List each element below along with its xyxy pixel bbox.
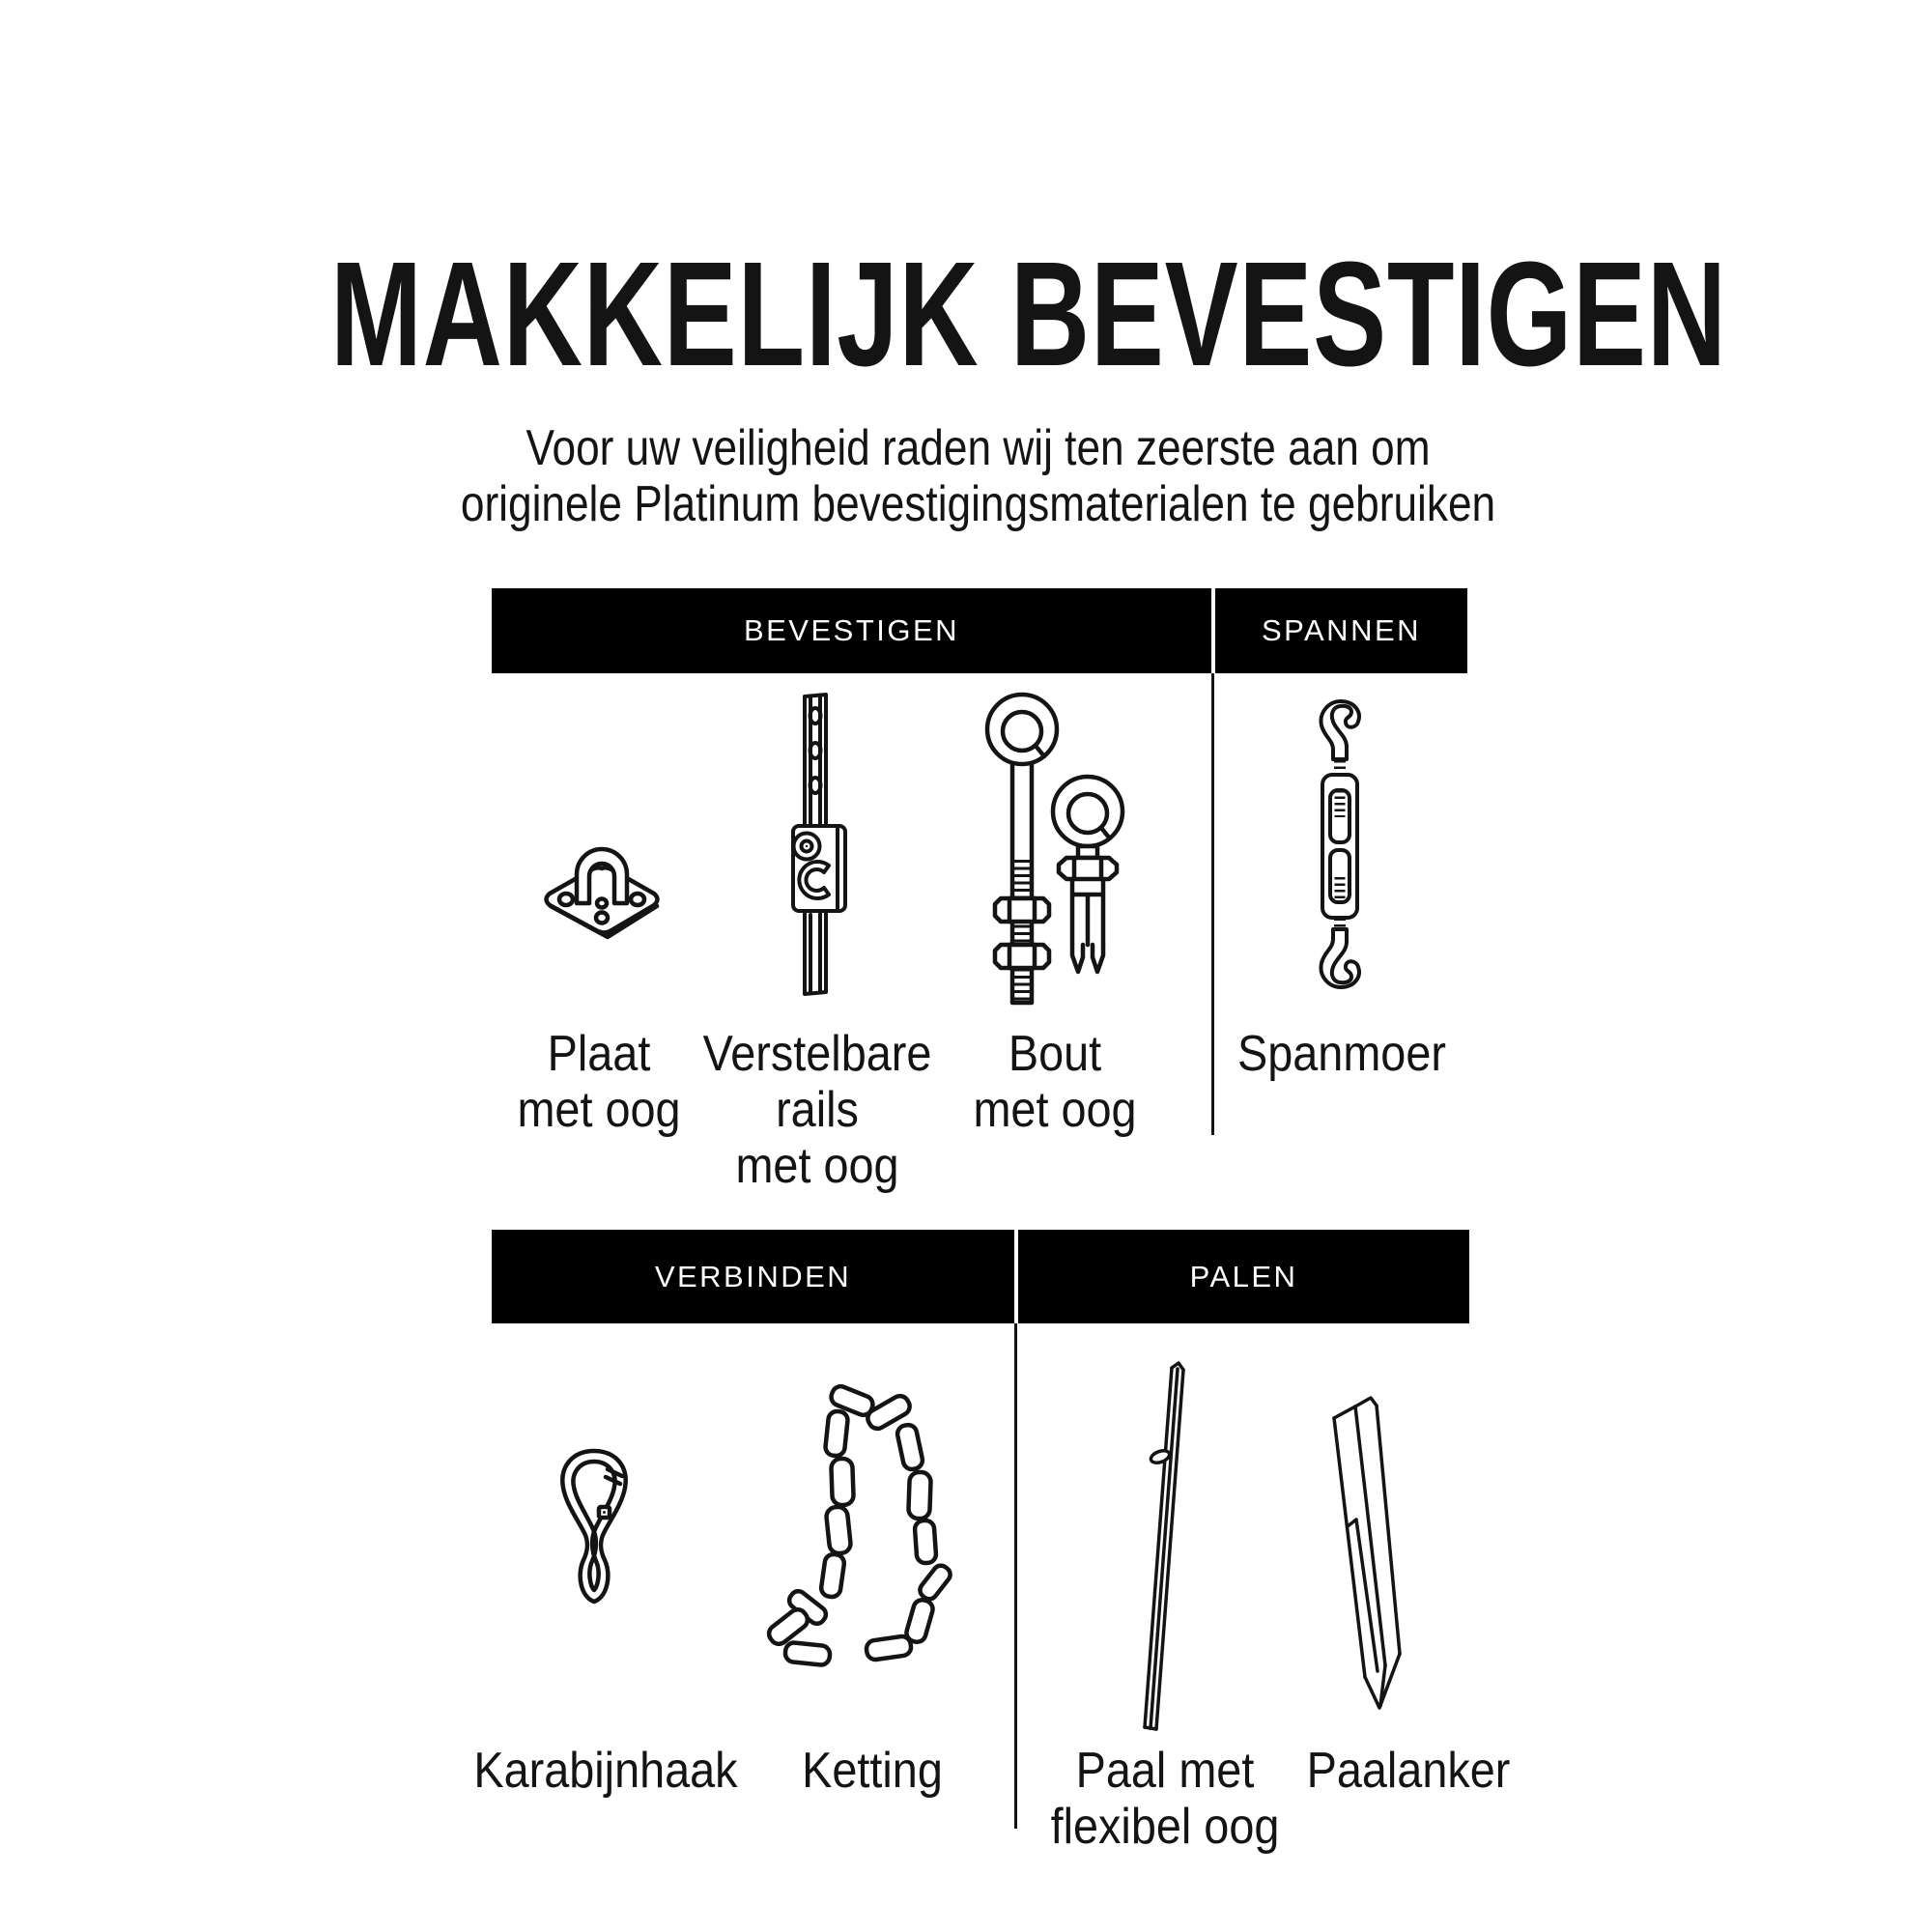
page-title: MAKKELIJK BEVESTIGEN <box>329 231 1727 398</box>
label-paal-met-flexibel-oog: Paal met flexibel oog <box>1050 1743 1280 1855</box>
label-verstelbare-rails-met-oog: Verstelbare rails met oog <box>702 1026 932 1194</box>
subtitle <box>167 420 1789 532</box>
section-header-verbinden-label: VERBINDEN <box>654 1259 852 1293</box>
carabiner-icon <box>551 1445 638 1614</box>
pole-icon <box>1136 1360 1194 1737</box>
subtitle-line-1: Voor uw veiligheid raden wij ten zeerste aan om <box>526 420 1431 476</box>
section-header-palen <box>1018 1230 1469 1323</box>
subtitle-line-2: originele Platinum bevestigingsmaterialen te gebruiken <box>460 476 1496 532</box>
label-bout-met-oog: Bout met oog <box>973 1026 1137 1138</box>
label-spanmoer: Spanmoer <box>1237 1026 1446 1082</box>
section-header-verbinden <box>492 1230 1014 1323</box>
label-karabijnhaak: Karabijnhaak <box>473 1743 738 1799</box>
pad-eye-icon <box>534 814 669 954</box>
label-plaat-met-oog: Plaat met oog <box>517 1026 681 1138</box>
section-header-spannen <box>1215 588 1467 673</box>
label-paalanker: Paalanker <box>1306 1743 1511 1799</box>
stake-icon <box>1321 1385 1408 1719</box>
section-header-palen-label: PALEN <box>1189 1259 1298 1293</box>
section-header-spannen-label: SPANNEN <box>1261 613 1422 647</box>
section-header-bevestigen <box>492 588 1211 673</box>
adjustable-rail-icon <box>770 689 867 1000</box>
label-ketting: Ketting <box>802 1743 943 1799</box>
eye-bolt-icon <box>971 688 1125 1007</box>
section-header-bevestigen-label: BEVESTIGEN <box>743 613 960 647</box>
chain-icon <box>763 1385 952 1673</box>
turnbuckle-icon <box>1293 694 1389 995</box>
